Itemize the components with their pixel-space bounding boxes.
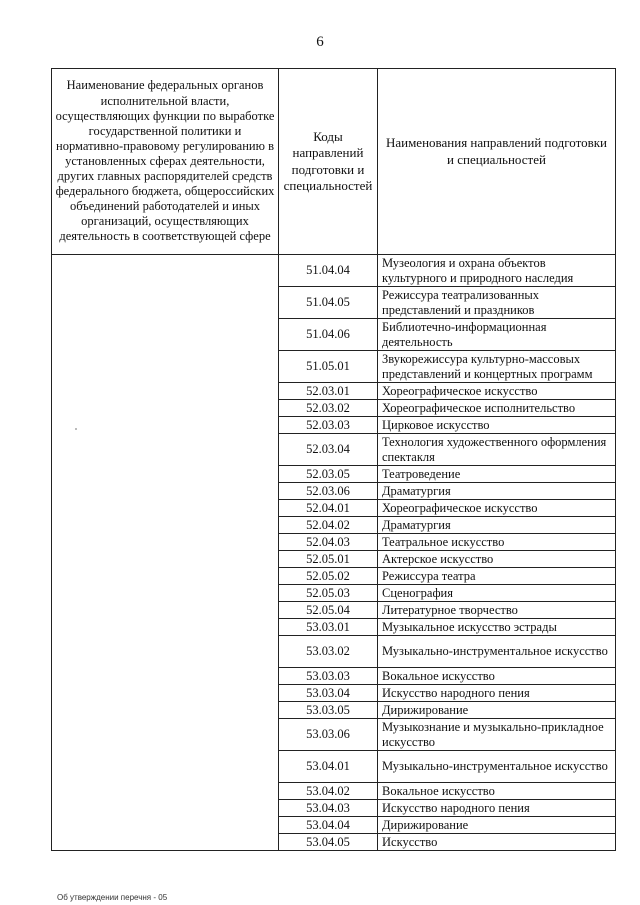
table-header-row — [52, 69, 616, 255]
specialty-name: Режиссура театрализованных представлений и праздников — [378, 287, 616, 319]
specialty-name: Искусство народного пения — [378, 800, 616, 817]
authority-cell — [52, 255, 279, 851]
specialty-code: 52.05.04 — [279, 602, 378, 619]
specialty-name: Дирижирование — [378, 817, 616, 834]
specialty-code: 52.05.01 — [279, 551, 378, 568]
specialty-name: Драматургия — [378, 483, 616, 500]
specialty-code: 53.03.04 — [279, 685, 378, 702]
specialty-name: Библиотечно-информационная деятельность — [378, 319, 616, 351]
table-row — [52, 255, 616, 287]
specialty-name: Театроведение — [378, 466, 616, 483]
specialty-code: 52.03.04 — [279, 434, 378, 466]
specialty-code: 51.04.05 — [279, 287, 378, 319]
specialty-code: 52.04.03 — [279, 534, 378, 551]
scan-speck — [75, 428, 77, 430]
specialty-code: 53.04.04 — [279, 817, 378, 834]
specialty-name: Сценография — [378, 585, 616, 602]
specialty-code: 53.03.01 — [279, 619, 378, 636]
specialty-name: Хореографическое исполнительство — [378, 400, 616, 417]
specialty-name: Музыкальное искусство эстрады — [378, 619, 616, 636]
specialty-name: Театральное искусство — [378, 534, 616, 551]
specialty-name: Хореографическое искусство — [378, 383, 616, 400]
specialty-name: Актерское искусство — [378, 551, 616, 568]
specialty-name: Музыкознание и музыкально-прикладное искусство — [378, 719, 616, 751]
specialty-name: Литературное творчество — [378, 602, 616, 619]
specialty-code: 53.04.02 — [279, 783, 378, 800]
header-names — [378, 69, 616, 255]
header-codes: Коды направлений подготовки и специальностей — [279, 69, 378, 255]
specialty-code: 53.04.05 — [279, 834, 378, 851]
specialty-code: 52.05.03 — [279, 585, 378, 602]
specialty-code: 53.03.03 — [279, 668, 378, 685]
specialty-name: Вокальное искусство — [378, 783, 616, 800]
specialty-code: 51.04.06 — [279, 319, 378, 351]
specialty-name: Цирковое искусство — [378, 417, 616, 434]
specialty-name: Музыкально-инструментальное искусство — [378, 751, 616, 783]
specialty-name: Искусство — [378, 834, 616, 851]
specialty-name: Вокальное искусство — [378, 668, 616, 685]
specialty-name: Музыкально-инструментальное искусство — [378, 636, 616, 668]
specialty-code: 51.04.04 — [279, 255, 378, 287]
specialty-name: Технология художественного оформления спектакля — [378, 434, 616, 466]
header-names-text: Наименования направлений подготовки и специальностей — [385, 135, 608, 167]
specialty-name: Звукорежиссура культурно-массовых представлений и концертных программ — [378, 351, 616, 383]
specialty-code: 52.04.01 — [279, 500, 378, 517]
specialty-code: 53.03.02 — [279, 636, 378, 668]
specialty-code: 53.04.03 — [279, 800, 378, 817]
specialty-name: Искусство народного пения — [378, 685, 616, 702]
specialty-name: Режиссура театра — [378, 568, 616, 585]
specialty-name: Музеология и охрана объектов культурного и природного наследия — [378, 255, 616, 287]
specialty-code: 52.03.01 — [279, 383, 378, 400]
specialty-name: Дирижирование — [378, 702, 616, 719]
specialty-code: 53.04.01 — [279, 751, 378, 783]
page-number: 6 — [316, 34, 324, 50]
specialty-name: Драматургия — [378, 517, 616, 534]
specialty-code: 52.05.02 — [279, 568, 378, 585]
specialty-code: 52.03.05 — [279, 466, 378, 483]
specialty-name: Хореографическое искусство — [378, 500, 616, 517]
specialty-code: 53.03.05 — [279, 702, 378, 719]
specialties-table — [51, 68, 616, 851]
specialty-code: 52.03.06 — [279, 483, 378, 500]
specialty-code: 51.05.01 — [279, 351, 378, 383]
specialty-code: 53.03.06 — [279, 719, 378, 751]
header-authorities: Наименование федеральных органов исполнительной власти, осуществляющих функции по выработке государственной политики и нормативно-правовому регулированию в установленных сферах деятельности, других главных распорядителей средств федерального бюджета, общероссийских объединений работодателей и иных организаций, осуществляющих деятельность в соответствующей сфере — [52, 69, 279, 255]
specialty-code: 52.04.02 — [279, 517, 378, 534]
table-body — [52, 255, 616, 851]
footer-caption: Об утверждении перечня - 05 — [57, 893, 168, 902]
specialty-code: 52.03.03 — [279, 417, 378, 434]
specialty-code: 52.03.02 — [279, 400, 378, 417]
